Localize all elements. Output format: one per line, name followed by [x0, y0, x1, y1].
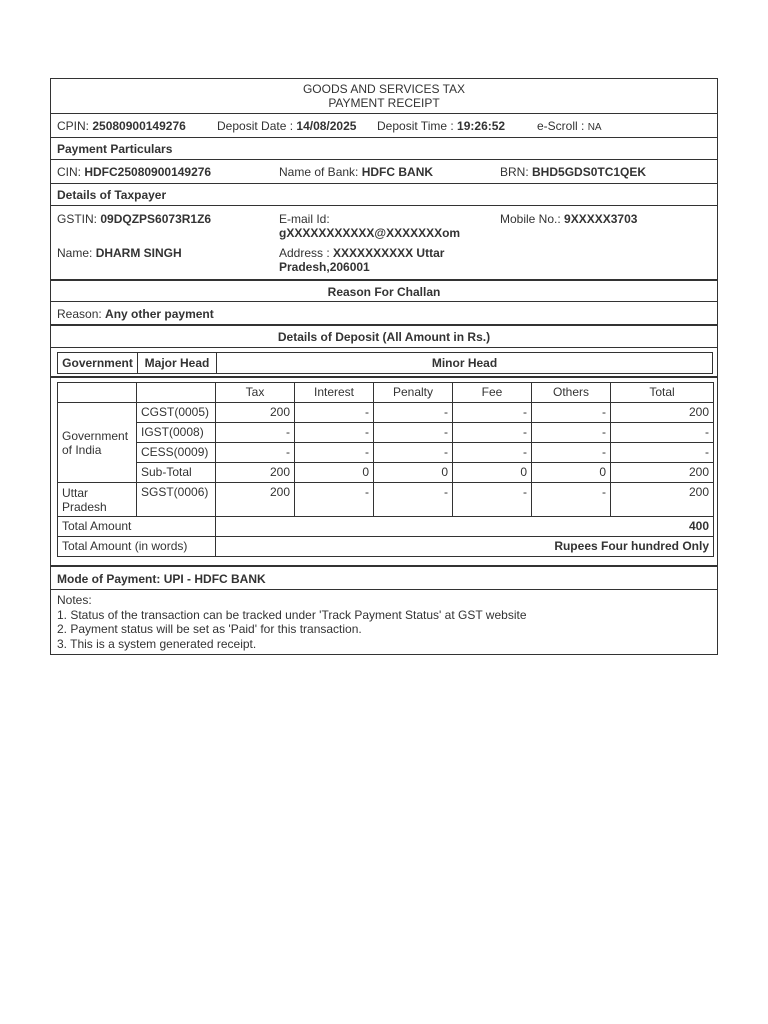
state-row	[58, 483, 714, 517]
total-cell: -	[611, 443, 714, 463]
mobile: Mobile No.: 9XXXXX3703	[500, 212, 638, 226]
email: E-mail Id: gXXXXXXXXXXX@XXXXXXXom	[279, 212, 461, 240]
col-tax: Tax	[216, 383, 295, 403]
taxpayer-details	[51, 206, 717, 280]
major-head-header: Major Head	[137, 352, 217, 374]
state-cell: Uttar Pradesh	[58, 483, 137, 517]
penalty-cell: -	[374, 483, 453, 517]
notes-title: Notes:	[57, 593, 92, 607]
total-words-row	[58, 537, 714, 557]
col-total: Total	[611, 383, 714, 403]
minor-head-header: Minor Head	[216, 352, 713, 374]
column-header-row	[58, 383, 714, 403]
table-row	[58, 443, 714, 463]
col-others: Others	[532, 383, 611, 403]
note-item: 3. This is a system generated receipt.	[57, 636, 257, 651]
payment-particulars-title: Payment Particulars	[51, 138, 717, 160]
e-scroll: e-Scroll : NA	[537, 119, 602, 133]
payment-receipt	[50, 78, 718, 655]
total-cell: -	[611, 423, 714, 443]
cpin-row	[51, 114, 717, 138]
fee-cell: -	[453, 403, 532, 423]
others-cell: -	[532, 483, 611, 517]
total-amount-label: Total Amount	[58, 517, 216, 537]
major-head: IGST(0008)	[137, 423, 216, 443]
total-cell: 200	[611, 483, 714, 517]
fee-cell: -	[453, 443, 532, 463]
subtotal-row	[58, 463, 714, 483]
mode-of-payment: Mode of Payment: UPI - HDFC BANK	[51, 566, 717, 590]
empty-cell	[58, 383, 137, 403]
tax-cell: 200	[216, 403, 295, 423]
header-line-1: GOODS AND SERVICES TAX	[302, 82, 466, 96]
tax-cell: -	[216, 423, 295, 443]
taxpayer-name: Name: DHARM SINGH	[57, 246, 182, 260]
note-item: 2. Payment status will be set as 'Paid' for this transaction.	[57, 622, 362, 636]
deposit-date: Deposit Date : 14/08/2025	[217, 119, 357, 133]
total-amount-row	[58, 517, 714, 537]
subtotal-label: Sub-Total	[137, 463, 216, 483]
deposit-table-section	[51, 378, 717, 566]
interest-cell: -	[295, 443, 374, 463]
note-item: 1. Status of the transaction can be tracked under 'Track Payment Status' at GST website	[57, 607, 527, 622]
col-penalty: Penalty	[374, 383, 453, 403]
tax-cell: 200	[216, 463, 295, 483]
tax-cell: 200	[216, 483, 295, 517]
penalty-cell: -	[374, 403, 453, 423]
payment-particulars-row	[51, 160, 717, 184]
notes-section	[51, 590, 717, 654]
empty-cell	[137, 383, 216, 403]
penalty-cell: -	[374, 443, 453, 463]
penalty-cell: -	[374, 423, 453, 443]
gstin: GSTIN: 09DQZPS6073R1Z6	[57, 212, 212, 226]
brn: BRN: BHD5GDS0TC1QEK	[500, 165, 647, 179]
major-head: CGST(0005)	[137, 403, 216, 423]
table-row	[58, 403, 714, 423]
bank-name: Name of Bank: HDFC BANK	[279, 165, 434, 179]
fee-cell: 0	[453, 463, 532, 483]
tax-cell: -	[216, 443, 295, 463]
major-head: CESS(0009)	[137, 443, 216, 463]
header-line-2: PAYMENT RECEIPT	[328, 96, 440, 110]
table-row	[58, 423, 714, 443]
total-words-value: Rupees Four hundred Only	[216, 537, 714, 557]
receipt-header	[51, 79, 717, 114]
others-cell: -	[532, 443, 611, 463]
col-fee: Fee	[453, 383, 532, 403]
taxpayer-title: Details of Taxpayer	[51, 184, 717, 206]
address: Address : XXXXXXXXXX Uttar Pradesh,206001	[279, 246, 445, 274]
government-header: Government	[57, 352, 138, 374]
fee-cell: -	[453, 483, 532, 517]
interest-cell: 0	[295, 463, 374, 483]
challan-reason: Reason: Any other payment	[51, 302, 717, 326]
interest-cell: -	[295, 423, 374, 443]
others-cell: -	[532, 403, 611, 423]
govt-of-india-cell: Government of India	[58, 403, 137, 483]
cin: CIN: HDFC25080900149276	[57, 165, 212, 179]
deposit-table	[57, 382, 714, 557]
major-head: SGST(0006)	[137, 483, 216, 517]
total-words-label: Total Amount (in words)	[58, 537, 216, 557]
others-cell: 0	[532, 463, 611, 483]
fee-cell: -	[453, 423, 532, 443]
others-cell: -	[532, 423, 611, 443]
cpin: CPIN: 25080900149276	[57, 119, 186, 133]
total-cell: 200	[611, 463, 714, 483]
deposit-head-row	[51, 348, 717, 378]
total-amount-value: 400	[216, 517, 714, 537]
deposit-time: Deposit Time : 19:26:52	[377, 119, 506, 133]
total-cell: 200	[611, 403, 714, 423]
col-interest: Interest	[295, 383, 374, 403]
interest-cell: -	[295, 483, 374, 517]
challan-title: Reason For Challan	[51, 280, 717, 302]
penalty-cell: 0	[374, 463, 453, 483]
interest-cell: -	[295, 403, 374, 423]
deposit-title: Details of Deposit (All Amount in Rs.)	[51, 326, 717, 348]
